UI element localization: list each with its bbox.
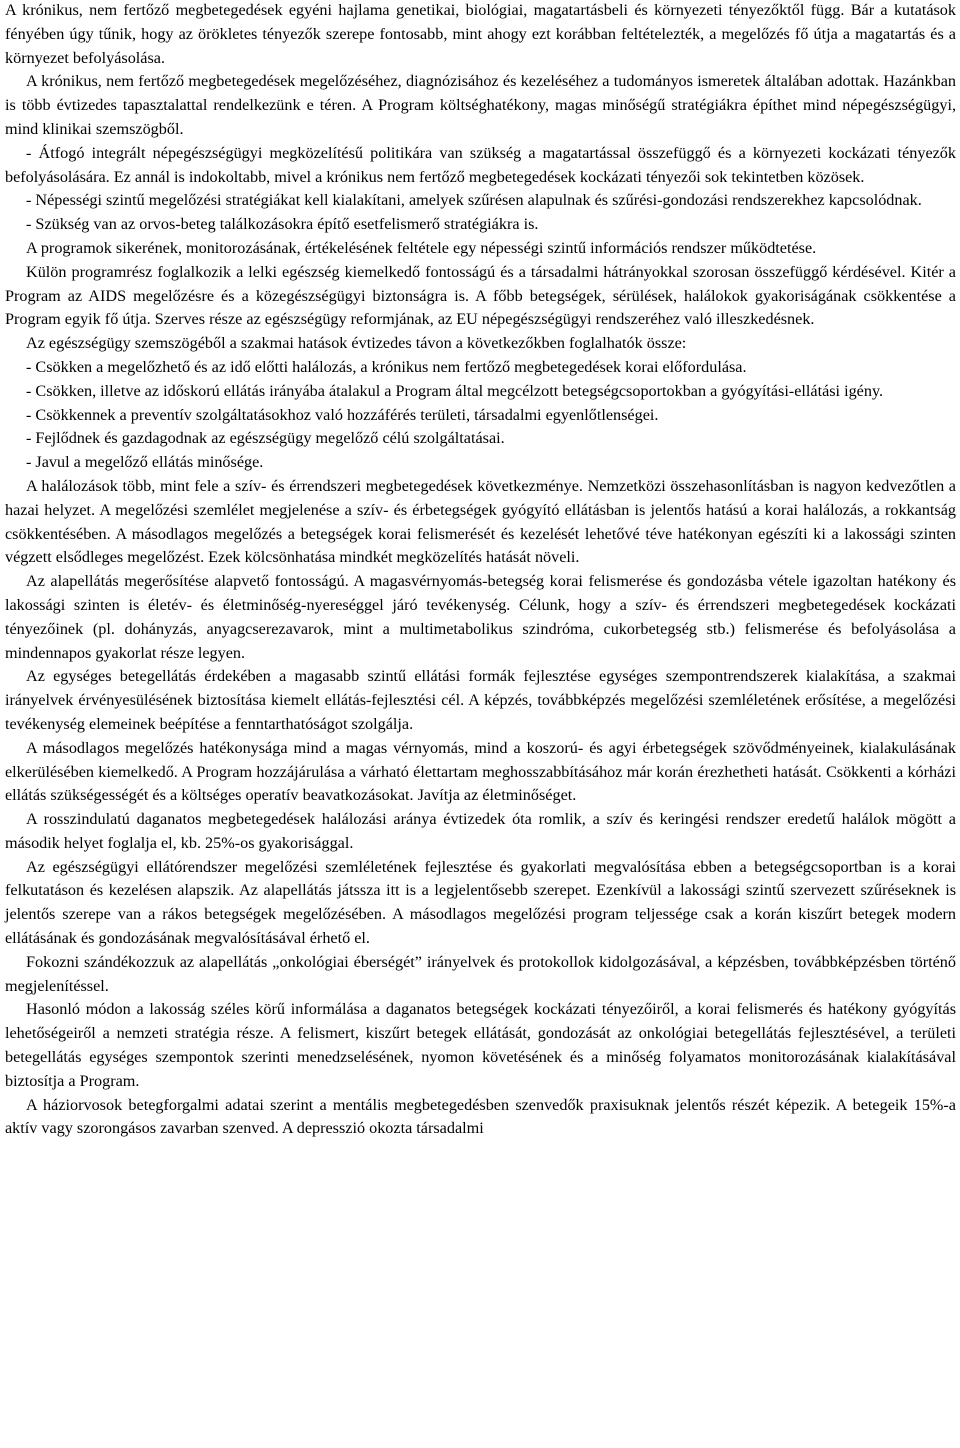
paragraph-information-system: A programok sikerének, monitorozásának, értékelésének feltétele egy népességi szintű információs rendszer működtetése. (26, 238, 817, 257)
paragraph-oncology-vigilance: Fokozni szándékozzuk az alapellátás „onkológiai éberségét” irányelvek és protokollok kidolgozásával, a képzésben, továbbképzésben történő megjelenítéssel. (5, 952, 956, 995)
paragraph-risk-factors: A krónikus, nem fertőző megbetegedések egyéni hajlama genetikai, biológiai, magatartásbeli és környezeti tényezőktől függ. Bár a kutatások fényében úgy tűnik, hogy az örökletes tényezők szerepe fontosabb, mint ahogy ezt korábban feltételezték, a megelőzés fő útja a magatartás és a környezet befolyásolása. (5, 1, 956, 67)
list-item-mortality: - Csökken a megelőzhető és az idő előtti halálozás, a krónikus nem fertőző megbetegedések korai előfordulása. (26, 357, 747, 376)
paragraph-cancer-prevention: Az egészségügyi ellátórendszer megelőzési szemléletének fejlesztése és gyakorlati megvalósítása ebben a betegségcsoportban is a korai felkutatáson és kezelésen alapszik. Az alapellátás játssza itt is a legjelentősebb szerepet. Ezenkívül a lakossági szintű szervezett szűréseknek is jelentős szerepe van a rákos betegségek megelőzésében. A másodlagos megelőzési program teljessége csak a korán kiszűrt betegek modern ellátásának és gondozásának megvalósításával érhető el. (5, 857, 956, 948)
list-item-services: - Fejlődnek és gazdagodnak az egészségügy megelőző célú szolgáltatásai. (26, 429, 505, 448)
paragraph-secondary-prevention: A másodlagos megelőzés hatékonysága mind a magas vérnyomás, mind a koszorú- és agyi érbetegségek szövődményeinek, kialakulásának elkerülésében kiemelkedő. A Program hozzájárulása a várható élettartam meghosszabbításához már korán érezhetheti hatását. Csökkenti a kórházi ellátás szükségességét és a költséges operatív beavatkozásokat. Javítja az életminőséget. (5, 738, 956, 805)
paragraph-cardiovascular: A halálozások több, mint fele a szív- és érrendszeri megbetegedések következménye. Nemzetközi összehasonlításban is nagyon kedvezőtlen a hazai helyzet. A megelőzési szemlélet megjelenése a szív- és érbetegségek gyógyító ellátásban is jelentős hatású a korai halálozás, a rokkantság csökkentésében. A másodlagos megelőzés a betegségek korai felismerését és kezelését lehetővé téve hatékonyan egészíti ki a lakossági szinten végzett elsődleges megelőzést. Ezek kölcsönhatása mindkét megközelítés hatását növeli. (5, 476, 956, 567)
list-item-inequalities: - Csökkennek a preventív szolgáltatásokhoz való hozzáférés területi, társadalmi egyenlőtlenségei. (26, 405, 659, 424)
paragraph-unified-care: Az egységes betegellátás érdekében a magasabb szintű ellátási formák fejlesztése egységes szempontrendszerek kialakítása, a szakmai irányelvek érvényesülésének biztosítása kiemelt ellátás-fejlesztési cél. A képzés, továbbképzés megelőzési szemléletének erősítése, a megelőzési tevékenység elemeinek beépítése a fenntarthatóságot szolgálja. (5, 667, 956, 733)
list-item-care-demand: - Csökken, illetve az időskorú ellátás irányába átalakul a Program által megcélzott betegségcsoportokban a gyógyítási-ellátási igény. (26, 381, 884, 400)
paragraph-general-practitioners: A háziorvosok betegforgalmi adatai szerint a mentális megbetegedésben szenvedők praxisuknak jelentős részét képezik. A betegeik 15%-a aktív vagy szorongásos zavarban szenved. A depresszió okozta társadalmi (5, 1095, 956, 1138)
list-item-case-finding: - Szükség van az orvos-beteg találkozásokra építő esetfelismerő stratégiákra is. (26, 215, 539, 234)
list-item-integrated-policy: - Átfogó integrált népegészségügyi megközelítésű politikára van szükség a magatartással összefüggő és a környezeti kockázati tényezők befolyásolására. Ez annál is indokoltabb, mivel a krónikus nem fertőző megbetegedések kockázati tényezői sok tekintetben közösek. (5, 143, 956, 186)
paragraph-cancer-mortality: A rosszindulatú daganatos megbetegedések halálozási aránya évtizedek óta romlik, a szív és keringési rendszer eredetű halálok mögött a második helyet foglalja el, kb. 25%-os gyakorisággal. (5, 810, 956, 852)
list-item-population-strategies: - Népességi szintű megelőzési stratégiákat kell kialakítani, amelyek szűrésen alapulnak és szűrési-gondozási rendszerekhez kapcsolódnak. (26, 191, 922, 210)
paragraph-primary-care: Az alapellátás megerősítése alapvető fontosságú. A magasvérnyomás-betegség korai felismerése és gondozásba vétele igazoltan hatékony és lakossági szinten is életév- és életminőség-nyereséggel járó tevékenység. Célunk, hogy a szív- és érrendszeri megbetegedések kockázati tényezőinek (pl. dohányzás, anyagcserezavarok, mint a multimetabolikus szindróma, cukorbetegség stb.) felismerése és befolyásolása a mindennapos gyakorlat része legyen. (5, 572, 956, 662)
paragraph-expected-effects: Az egészségügy szemszögéből a szakmai hatások évtizedes távon a következőkben foglalhatók össze: (26, 334, 687, 353)
paragraph-scientific-knowledge: A krónikus, nem fertőző megbetegedések megelőzéséhez, diagnózisához és kezeléséhez a tudományos ismeretek általában adottak. Hazánkban is több évtizedes tapasztalattal rendelkezünk e téren. A Program költséghatékony, magas minőségű stratégiákra építhet mind népegészségügyi, mind klinikai szemszögből. (5, 72, 956, 138)
paragraph-mental-health: Külön programrész foglalkozik a lelki egészség kiemelkedő fontosságú és a társadalmi hátrányokkal szorosan összefüggő kérdésével. Kitér a Program az AIDS megelőzésre és a közegészségügyi biztonságra is. A főbb betegségek, sérülések, halálokok gyakoriságának csökkentése a Program egyik fő útja. Szerves része az egészségügy reformjának, az EU népegészségügyi rendszeréhez való illeszkedésnek. (5, 262, 956, 329)
list-item-quality: - Javul a megelőző ellátás minősége. (26, 453, 264, 472)
paragraph-public-information: Hasonló módon a lakosság széles körű informálása a daganatos betegségek kockázati tényezőiről, a korai felismerés és hatékony gyógyítás lehetőségeiről a nemzeti stratégia része. A felismert, kiszűrt betegek ellátását, gondozását az onkológiai betegellátás fejlesztésével, a területi betegellátás egységes szempontok szerinti menedzselésének, nyomon követésének és a minőség folyamatos monitorozásának kialakításával biztosítja a Program. (5, 1000, 956, 1090)
